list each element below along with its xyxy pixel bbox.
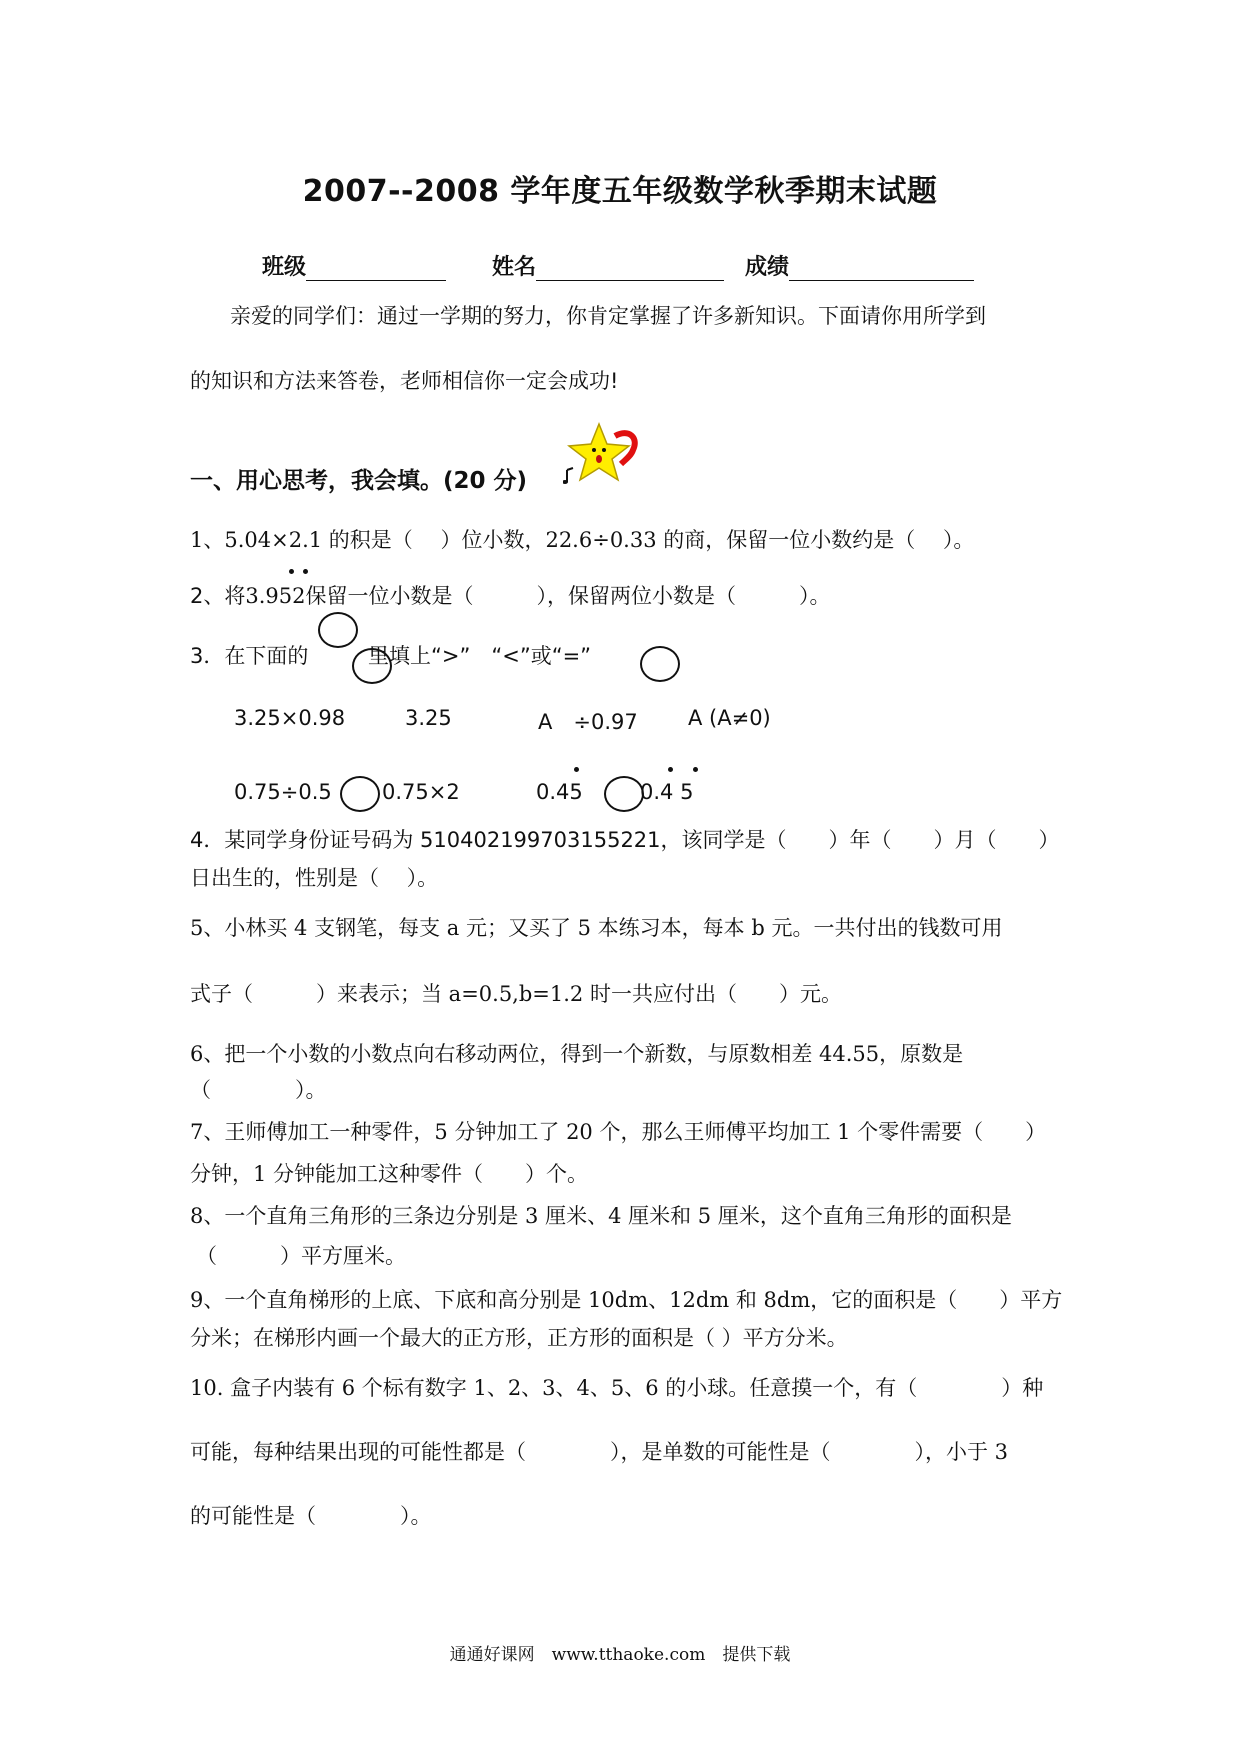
question-9-line-2: 分米；在梯形内画一个最大的正方形，正方形的面积是（ ）平方分米。	[190, 1326, 848, 1350]
repeat-dot-d2	[693, 767, 698, 772]
comparison-circle-3[interactable]	[340, 776, 380, 812]
question-2-prefix: 2、将	[190, 584, 246, 608]
comparison-circle-example	[318, 612, 358, 648]
question-3-a: 3．在下面的	[190, 644, 309, 668]
class-blank[interactable]	[306, 258, 446, 281]
q3-row1-c: A ÷0.97	[538, 710, 638, 734]
smiling-star-icon	[563, 420, 643, 490]
question-10-line-2: 可能，每种结果出现的可能性都是（ ），是单数的可能性是（ ），小于 3	[190, 1440, 1009, 1464]
intro-line-2: 的知识和方法来答卷，老师相信你一定会成功!	[190, 369, 619, 393]
q3-row1-d: A (A≠0)	[688, 706, 771, 730]
question-8-line-1: 8、一个直角三角形的三条边分别是 3 厘米、4 厘米和 5 厘米，这个直角三角形的面积是	[190, 1204, 1012, 1228]
question-1: 1、5.04×2.1 的积是（ ）位小数，22.6÷0.33 的商，保留一位小数约是（ ）。	[190, 528, 975, 552]
repeat-dot-2	[303, 569, 308, 574]
name-label: 姓名	[492, 255, 537, 280]
q3-row2-d: 0.4 5	[640, 780, 694, 804]
question-3-b: 里填上“>” “<”或“=”	[368, 644, 592, 668]
question-6-line-1: 6、把一个小数的小数点向右移动两位，得到一个新数，与原数相差 44.55，原数是	[190, 1042, 964, 1066]
question-7-line-2: 分钟，1 分钟能加工这种零件（ ）个。	[190, 1162, 589, 1186]
question-2-suffix: 保留一位小数是（ ），保留两位小数是（ ）。	[305, 584, 831, 608]
exam-title: 2007--2008 学年度五年级数学秋季期末试题	[302, 174, 938, 209]
question-4-line-1: 4．某同学身份证号码为 510402199703155221，该同学是（ ）年（ ）月（ ）	[190, 828, 1060, 852]
name-field[interactable]	[492, 250, 724, 281]
question-4-line-2: 日出生的，性别是（ ）。	[190, 866, 439, 890]
question-10-line-3: 的可能性是（ ）。	[190, 1504, 432, 1528]
name-blank[interactable]	[536, 258, 724, 281]
repeating-decimal: 3.952	[245, 584, 306, 608]
section-1-title: 一、用心思考，我会填。(20 分)	[190, 468, 528, 494]
q3-row1-b: 3.25	[405, 706, 452, 730]
q3-row2-a: 0.75÷0.5	[234, 780, 332, 804]
score-label: 成绩	[745, 255, 790, 280]
question-5-line-1: 5、小林买 4 支钢笔，每支 a 元；又买了 5 本练习本，每本 b 元。一共付出的钱数可用	[190, 916, 1003, 940]
q3-row2-c: 0.45	[536, 780, 583, 804]
intro-line-1: 亲爱的同学们：通过一学期的努力，你肯定掌握了许多新知识。下面请你用所学到	[230, 304, 986, 328]
question-8-line-2: （ ）平方厘米。	[196, 1244, 406, 1268]
repeat-dot-5	[289, 569, 294, 574]
question-9-line-1: 9、一个直角梯形的上底、下底和高分别是 10dm、12dm 和 8dm，它的面积是（ ）平方	[190, 1288, 1063, 1312]
comparison-circle-4[interactable]	[604, 776, 644, 812]
class-label: 班级	[262, 255, 307, 280]
q3-row1-a: 3.25×0.98	[234, 706, 346, 730]
question-6-line-2: （ ）。	[190, 1078, 327, 1102]
comparison-circle-2[interactable]	[640, 646, 680, 682]
footer-source: 通通好课网 www.tthaoke.com 提供下载	[449, 1645, 791, 1665]
score-field[interactable]	[745, 250, 974, 281]
q3-row2-b: 0.75×2	[382, 780, 460, 804]
question-5-line-2: 式子（ ）来表示；当 a=0.5,b=1.2 时一共应付出（ ）元。	[190, 982, 842, 1006]
question-10-line-1: 10. 盒子内装有 6 个标有数字 1、2、3、4、5、6 的小球。任意摸一个，有（ ）种	[190, 1376, 1044, 1400]
class-field[interactable]	[262, 250, 446, 281]
question-7-line-1: 7、王师傅加工一种零件，5 分钟加工了 20 个，那么王师傅平均加工 1 个零件需要（ ）	[190, 1120, 1047, 1144]
score-blank[interactable]	[789, 258, 974, 281]
repeat-dot-d1	[668, 767, 673, 772]
repeat-dot-c	[574, 767, 579, 772]
comparison-circle-1[interactable]	[352, 648, 392, 684]
question-2	[190, 580, 831, 610]
